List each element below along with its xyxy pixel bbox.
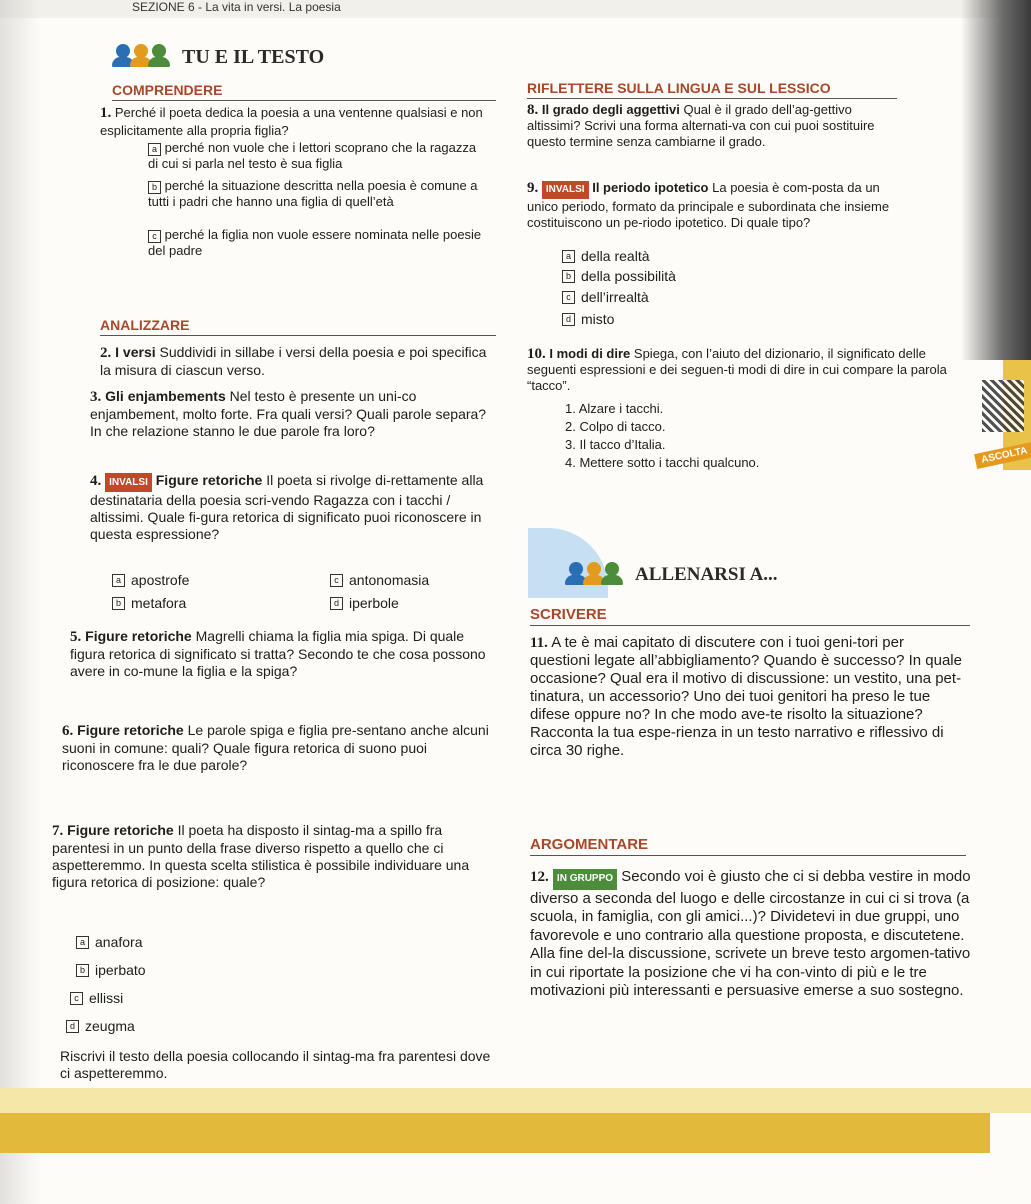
question-12: 12. IN GRUPPO Secondo voi è giusto che ci si debba vestire in modo diverso a seconda del luogo e delle circostanze in cui ci si trova (a scuola, in famiglia, con gli amici...)? Dividetevi in due gruppi, uno favorevole e uno contrario alla questione proposta, e discutetene. Alla fine del-la discussione, scrivete un breve testo argomen-tativo in cui riportate la posizione che vi ha con-vinto di più e le tre motivazioni più interessanti e persuasive emerse a suo sostegno. xyxy=(530,868,971,999)
invalsi-tag: INVALSI xyxy=(542,181,589,199)
idiom-item-4: 4. Mettere sotto i tacchi qualcuno. xyxy=(565,455,760,470)
heading-argomentare: ARGOMENTARE xyxy=(530,836,966,856)
option-4b[interactable]: b metafora xyxy=(112,595,186,611)
page-shadow-right xyxy=(961,0,1031,360)
section-title-allenarsi xyxy=(565,562,778,588)
qr-code-icon[interactable] xyxy=(982,380,1024,432)
option-7d[interactable]: d zeugma xyxy=(66,1018,135,1034)
option-9b[interactable]: b della possibilità xyxy=(562,268,676,284)
invalsi-tag: INVALSI xyxy=(105,473,152,492)
question-7: 7. Figure retoriche Il poeta ha disposto il sintag-ma a spillo fra parentesi in un punto della frase diverso rispetto a quello che ci aspetteremmo. In questa scelta stilistica è possibile individuare una figura retorica di posizione: quale? xyxy=(52,822,470,890)
question-11: 11. A te è mai capitato di discutere con i tuoi geni-tori per questioni legate all’abbigliamento? Quando è successo? In quale occasione? Qual era il motivo di discussione: un vestito, una pet-tinatura, un accessorio? Uno dei tuoi genitori ha preso le tue difese oppure no? In che modo ave-te risolto la situazione? Racconta la tua espe-rienza in un testo narrativo e riflessivo di circa 30 righe. xyxy=(530,634,962,759)
question-10: 10. I modi di dire Spiega, con l’aiuto del dizionario, il significato delle seguenti espressioni e dei seguen-ti modi di dire in cui compare la parola “tacco”. xyxy=(527,346,947,393)
option-1b[interactable]: b perché la situazione descritta nella poesia è comune a tutti i padri che hanno una figlia di quell’età xyxy=(148,178,478,209)
option-7c[interactable]: c ellissi xyxy=(70,990,123,1006)
heading-scrivere: SCRIVERE xyxy=(530,606,970,626)
option-9c[interactable]: c dell’irrealtà xyxy=(562,289,649,305)
heading-analizzare: ANALIZZARE xyxy=(100,317,496,336)
ascolta-badge[interactable]: ASCOLTA xyxy=(974,442,1031,469)
question-7-rewrite: Riscrivi il testo della poesia collocando il sintag-ma fra parentesi dove ci aspetteremmo. xyxy=(60,1048,491,1081)
option-7b[interactable]: b iperbato xyxy=(76,962,146,978)
question-1: 1. Perché il poeta dedica la poesia a una ventenne qualsiasi e non esplicitamente alla propria figlia? xyxy=(100,105,483,138)
page-shadow-left xyxy=(0,0,40,1204)
footer-light-band xyxy=(0,1088,1031,1113)
question-8: 8. Il grado degli aggettivi Qual è il grado dell’ag-gettivo altissimi? Scrivi una forma alternati-va con cui puoi sostituire questo termine senza cambiarne il grado. xyxy=(527,102,875,149)
option-4a[interactable]: a apostrofe xyxy=(112,572,189,588)
option-1a[interactable]: a perché non vuole che i lettori scoprano che la ragazza di cui si parla nel testo è sua figlia xyxy=(148,140,477,171)
option-1c[interactable]: c perché la figlia non vuole essere nominata nelle poesie del padre xyxy=(148,227,482,258)
option-4c[interactable]: c antonomasia xyxy=(330,572,429,588)
option-9a[interactable]: a della realtà xyxy=(562,248,650,264)
option-9d[interactable]: d misto xyxy=(562,311,614,327)
question-2: 2. I versi Suddividi in sillabe i versi della poesia e poi specifica la misura di ciascun verso. xyxy=(100,344,487,378)
question-5: 5. Figure retoriche Magrelli chiama la figlia mia spiga. Di quale figura retorica di significato si tratta? Secondo te che cosa possono avere in co-mune la figlia e la spiga? xyxy=(70,628,486,679)
people-group-icon xyxy=(112,44,172,70)
question-6: 6. Figure retoriche Le parole spiga e figlia pre-sentano anche alcuni suoni in comune: quali? Quale figura retorica di suono puoi riconoscere fra le due parole? xyxy=(62,722,489,773)
heading-riflettere: RIFLETTERE SULLA LINGUA E SUL LESSICO xyxy=(527,80,897,99)
question-3: 3. Gli enjambements Nel testo è presente un uni-co enjambement, molto forte. Fra quali versi? Quali parole separa? In che relazione stanno le due parole fra loro? xyxy=(90,388,487,439)
in-gruppo-tag: IN GRUPPO xyxy=(553,869,617,890)
option-7a[interactable]: a anafora xyxy=(76,934,142,950)
idiom-item-3: 3. Il tacco d’Italia. xyxy=(565,437,666,452)
people-group-icon xyxy=(565,562,625,588)
section-title-text: ALLENARSI A... xyxy=(635,564,778,585)
section-title-tu-e-il-testo xyxy=(112,44,324,70)
page-header-text: SEZIONE 6 - La vita in versi. La poesia xyxy=(132,0,341,14)
idiom-item-1: 1. Alzare i tacchi. xyxy=(565,401,664,416)
heading-comprendere: COMPRENDERE xyxy=(112,82,496,101)
option-4d[interactable]: d iperbole xyxy=(330,595,399,611)
idiom-item-2: 2. Colpo di tacco. xyxy=(565,419,666,434)
question-9: 9. INVALSI Il periodo ipotetico La poesia è com-posta da un unico periodo, formato da principale e subordinata che insieme costituiscono un pe-riodo ipotetico. Di quale tipo? xyxy=(527,180,890,230)
section-title-text: TU E IL TESTO xyxy=(182,45,325,68)
question-4: 4. INVALSI Figure retoriche Il poeta si rivolge di-rettamente alla destinataria della poesia scri-vendo Ragazza con i tacchi / altissimi. Quale fi-gura retorica di significato puoi riconoscere in questa espressione? xyxy=(90,472,484,542)
footer-yellow-band xyxy=(0,1113,990,1153)
